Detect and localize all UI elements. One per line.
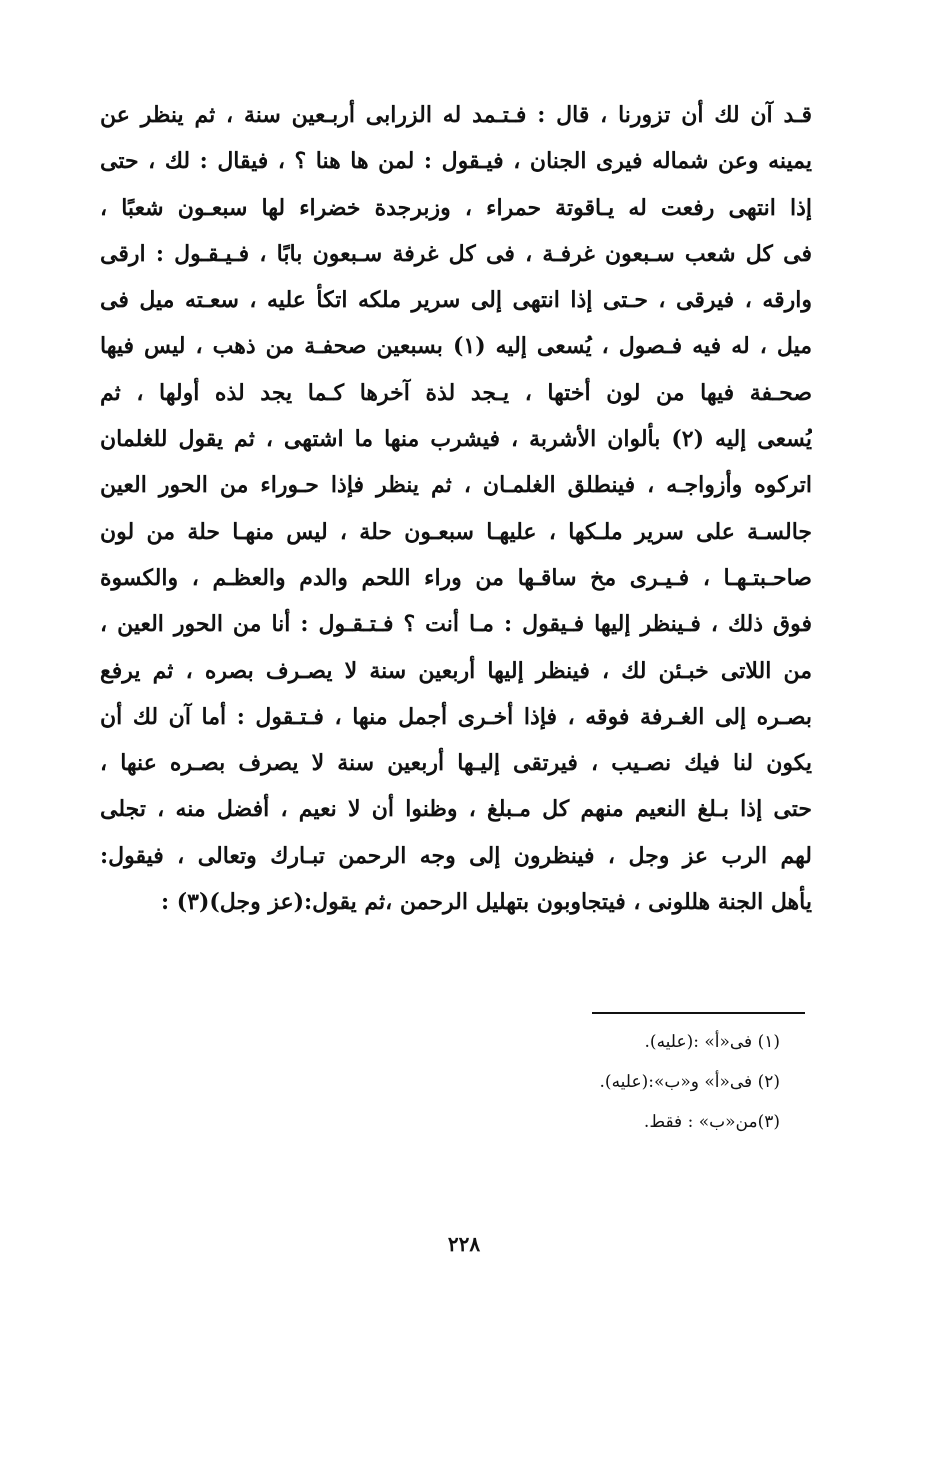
text-line: لهم الرب عز وجل ، فينظرون إلى وجه الرحمن تبـارك وتعالى ، فيقول: [100,842,812,869]
text-line: جالسـة على سرير ملـكها ، عليهـا سبعـون حلة ، ليس منهـا حلة من لون [100,518,812,545]
text-line: اتركوه وأزواجـه ، فينطلق الغلمـان ، ثم ينظر فإذا حـوراء من الحور العين [100,472,812,499]
text-line: قـد آن لك أن تزورنا ، قال : فـتـمد له الزرابى أربـعين سنة ، ثم ينظر عن [100,102,812,128]
text-line: فى كل شعب سـبعون غرفـة ، فى كل غرفة سـبعون بابًا ، فـيـقـول : ارقى [100,240,812,267]
footnote: (٣)من«ب» : فقط. [643,1112,780,1132]
text-line: حتى إذا بـلغ النعيم منهم كل مـبلغ ، وظنوا أن لا نعيم ، أفضل منه ، تجلى [100,796,812,823]
text-line: بصـره إلى الغـرفة فوقه ، فإذا أخـرى أجمل منها ، فـتـقول : أما آن لك أن [100,703,812,730]
text-line: يمينه وعن شماله فيرى الجنان ، فيـقول : لمن ها هنا ؟ ، فيقال : لك ، حتى [100,148,812,175]
text-line: من اللاتى خبـئن لك ، فينظر إليها أربعين سنة لا يصـرف بصره ، ثم يرفع [100,657,812,684]
page-number: ٢٢٨ [447,1232,481,1256]
footnote-divider [592,1012,805,1014]
footnotes [440,1022,780,1142]
text-line: صحـفة فيها من لون أختها ، يـجد لذة آخرها كـما يجد لذه أولها ، ثم [100,379,812,406]
footnote: (١) فى«أ» :(عليه). [644,1032,780,1052]
text-line: يكون لنا فيك نصـيب ، فيرتقى إليـها أربعين سنة لا يصرف بصـره عنها ، [100,750,812,777]
text-line: يأهل الجنة هللونى ، فيتجاوبون بتهليل الرحمن ،ثم يقول:(عز وجل)(٣) : [160,889,812,916]
text-line: يُسعى إليه (٢) بألوان الأشربة ، فيشرب منها ما اشتهى ، ثم يقول للغلمان [100,426,812,453]
text-line: فوق ذلك ، فـينظر إليها فـيقول : مـا أنت ؟ فـتـقـول : أنا من الحور العين ، [100,611,812,638]
footnote: (٢) فى«أ» و«ب»:(عليه). [599,1072,780,1092]
text-line: وارقه ، فيرقى ، حـتى إذا انتهى إلى سرير ملكه اتكأ عليه ، سعـته ميل فى [100,287,812,314]
text-line: ميل ، له فيه فـصول ، يُسعى إليه (١) بسبعين صحفـة من ذهب ، ليس فيها [100,333,812,360]
main-text [100,92,812,925]
text-line: صاحـبتـهـا ، فـيـرى مخ ساقـها من وراء اللحم والدم والعظـم ، والكسوة [100,564,812,591]
text-line: إذا انتهى رفعت له يـاقوتة حمراء ، وزبرجدة خضراء لها سبعـون شعبًا ، [100,194,812,221]
